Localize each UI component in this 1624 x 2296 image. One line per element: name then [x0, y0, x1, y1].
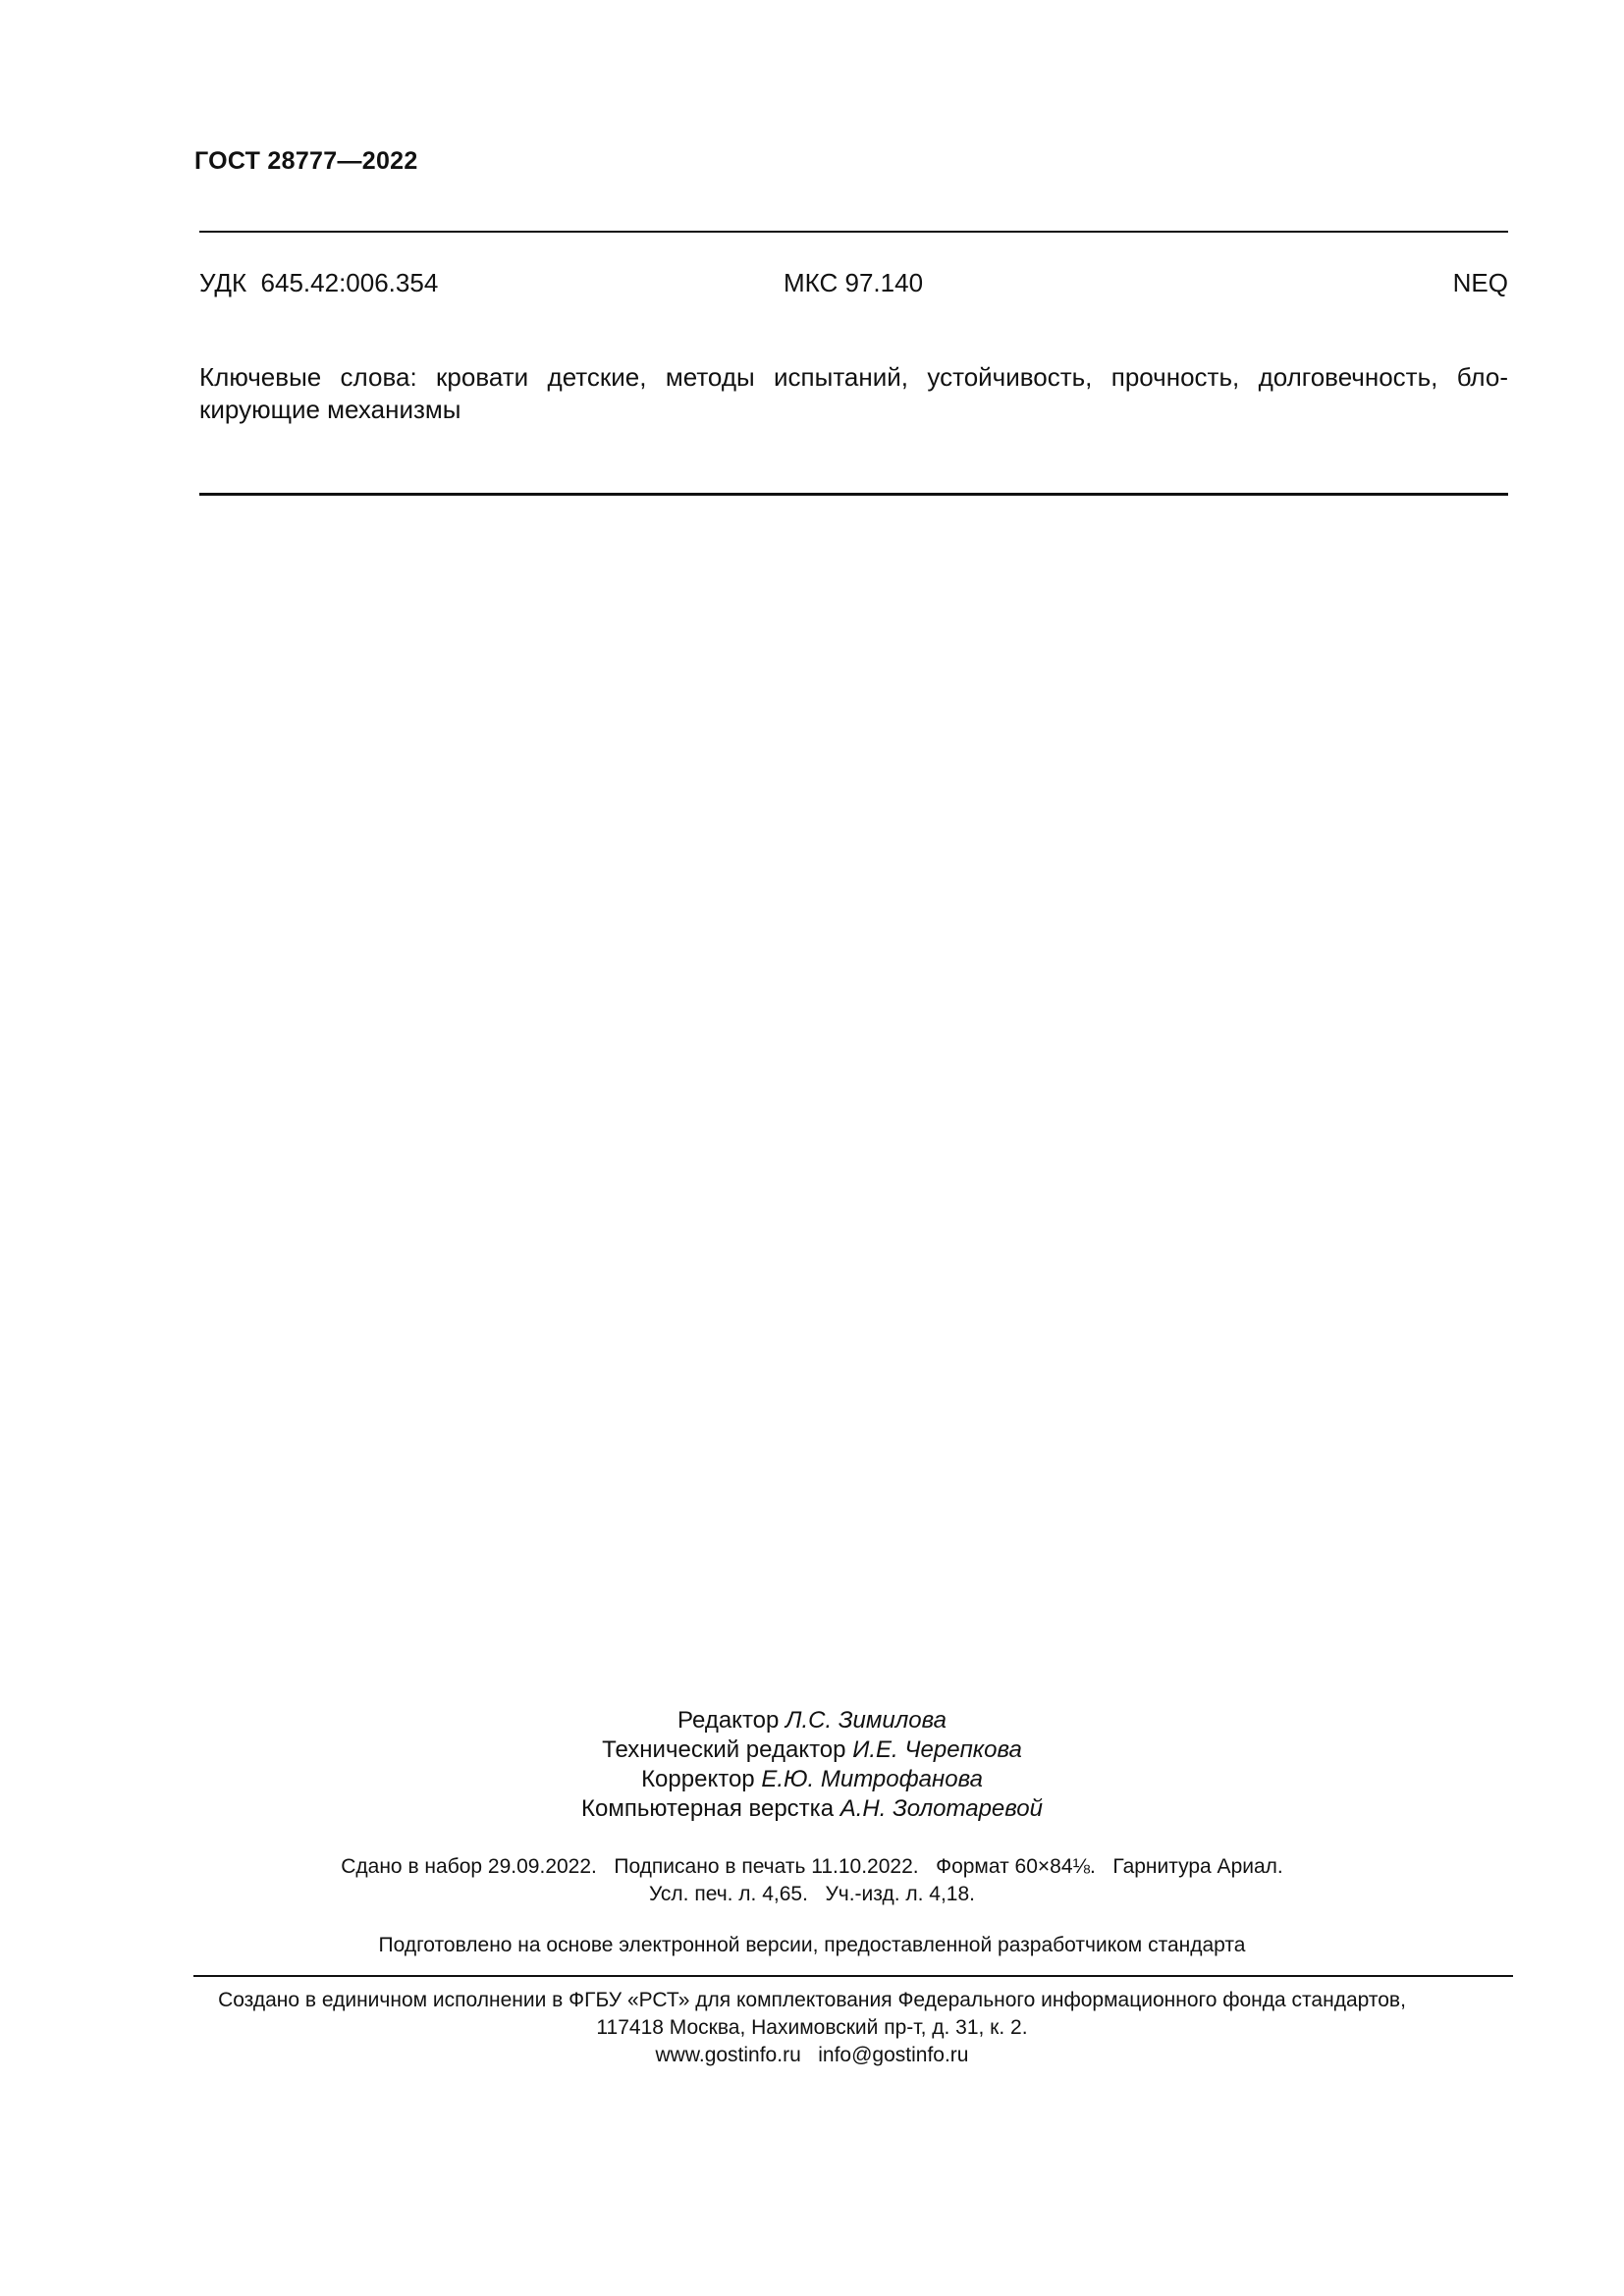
footer-line-1: Создано в единичном исполнении в ФГБУ «РСТ» для комплектования Федерального информационного фонда стандартов,	[218, 1989, 1406, 2011]
credit-technical-editor	[0, 1735, 1624, 1765]
credit-person: И.Е. Черепкова	[852, 1736, 1022, 1763]
credit-person: Л.С. Зимилова	[785, 1707, 947, 1734]
prepared-note: Подготовлено на основе электронной версии, предоставленной разработчиком стандарта	[378, 1934, 1246, 1956]
credit-layout	[0, 1794, 1624, 1824]
keywords-line-1: Ключевые слова: кровати детские, методы испытаний, устойчивость, прочность, долговечность, бло-	[199, 362, 1508, 392]
print-info-line-1: Сдано в набор 29.09.2022. Подписано в печать 11.10.2022. Формат 60×84⅛. Гарнитура Ариал.	[341, 1855, 1283, 1878]
print-info-line-2: Усл. печ. л. 4,65. Уч.-изд. л. 4,18.	[648, 1883, 975, 1905]
credit-editor	[0, 1706, 1624, 1735]
keywords-paragraph	[199, 361, 1508, 426]
correspondence-degree: NEQ	[1452, 268, 1508, 297]
footer-address: 117418 Москва, Нахимовский пр-т, д. 31, к. 2.	[596, 2016, 1028, 2039]
credit-role: Корректор	[641, 1766, 755, 1792]
credit-person: Е.Ю. Митрофанова	[761, 1766, 983, 1792]
footer-divider	[193, 1975, 1513, 1977]
credit-person: А.Н. Золотаревой	[839, 1795, 1043, 1822]
mks-code: МКС 97.140	[784, 268, 924, 297]
udk-code: УДК 645.42:006.354	[199, 268, 439, 297]
classification-row	[199, 268, 1508, 299]
keywords-line-2: кирующие механизмы	[199, 395, 461, 424]
print-info-block	[0, 1853, 1624, 1908]
standard-code-header: ГОСТ 28777—2022	[194, 147, 418, 175]
credit-role: Технический редактор	[602, 1736, 846, 1763]
keywords-divider	[199, 493, 1508, 496]
credit-role: Компьютерная верстка	[581, 1795, 835, 1822]
credits-block	[0, 1706, 1624, 1824]
credit-proofreader	[0, 1765, 1624, 1794]
credit-role: Редактор	[677, 1707, 780, 1734]
footer-contacts: www.gostinfo.ru info@gostinfo.ru	[655, 2044, 969, 2066]
top-divider	[199, 231, 1508, 233]
publisher-footer	[0, 1987, 1624, 2069]
